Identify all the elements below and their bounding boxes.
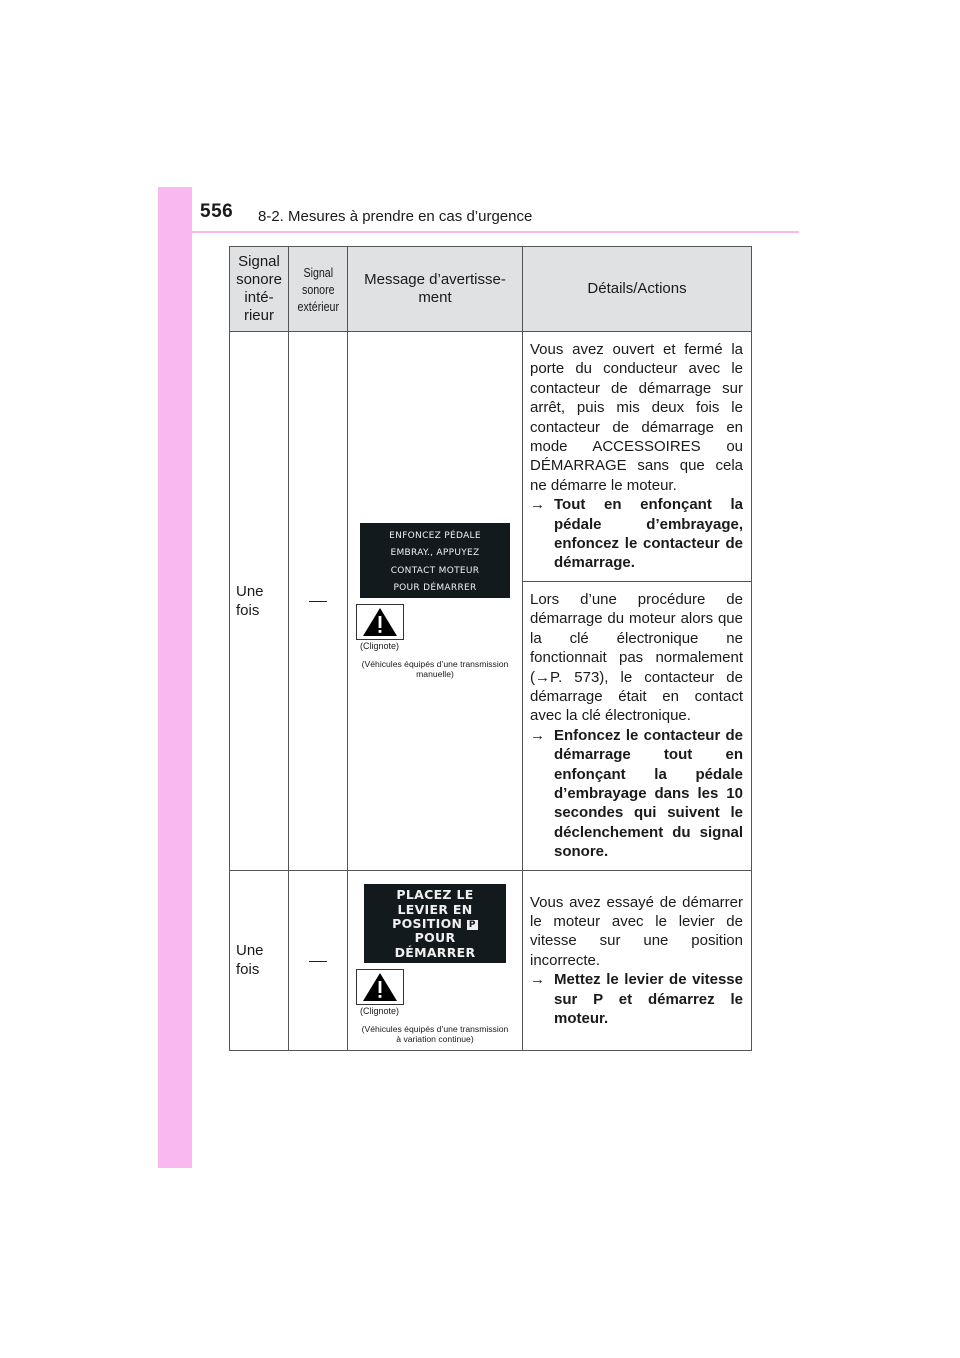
- exterior-signal-cell: [289, 332, 348, 871]
- p-position-icon: P: [468, 920, 476, 931]
- warning-table: [229, 246, 752, 1051]
- table-header-row: [230, 247, 752, 332]
- page-number: 556: [200, 201, 234, 222]
- interior-signal-cell: Une fois: [230, 332, 289, 871]
- header-details-actions: Détails/Actions: [523, 247, 752, 332]
- vehicle-note: (Véhicules équipés d’une transmission à variation continue): [361, 1024, 509, 1045]
- details-cell: [523, 332, 752, 582]
- multi-info-display: PLACEZ LE LEVIER EN POSITION P POUR DÉMARRER: [364, 884, 506, 963]
- blink-label: (Clignote): [360, 1006, 400, 1017]
- situation-text: Lors d’une procédure de démarrage du moteur alors que la clé électronique ne fonctionnait pas normalement (→P. 573), le contacteur de démarrage était en contact avec la clé électronique.: [530, 590, 743, 725]
- warning-message-cell: [348, 332, 523, 871]
- header-warning-message: Message d’avertisse- ment: [348, 247, 523, 332]
- table-row: [230, 870, 752, 1051]
- exterior-signal-cell: [289, 870, 348, 1051]
- details-cell: [523, 870, 752, 1051]
- chapter-side-tab: [158, 187, 192, 1168]
- blink-label: (Clignote): [360, 640, 400, 651]
- warning-icon: [356, 969, 404, 1005]
- action-text: → Enfoncez le contacteur de démarrage tout en enfonçant la pédale d’embrayage dans les 10 secondes qui suivent le déclenchement du signal sonore.: [530, 726, 743, 861]
- details-cell: [523, 581, 752, 870]
- situation-text: Vous avez essayé de démarrer le moteur avec le levier de vitesse sur une position incorrecte.: [530, 893, 743, 969]
- arrow-icon: →: [530, 971, 545, 989]
- section-title: 8-2. Mesures à prendre en cas d’urgence: [258, 208, 533, 225]
- arrow-icon: →: [530, 726, 545, 744]
- situation-text: Vous avez ouvert et fermé la porte du conducteur avec le contacteur de démarrage sur arrêt, puis mis deux fois le contacteur de démarrage en mode ACCESSOIRES ou DÉMARRAGE sans que cela ne démarre le moteur.: [530, 341, 743, 494]
- table-row: [230, 332, 752, 582]
- multi-info-display: ENFONCEZ PÉDALE EMBRAY., APPUYEZ CONTACT MOTEUR POUR DÉMARRER: [360, 523, 510, 598]
- warning-message-cell: [348, 870, 523, 1051]
- vehicle-note: (Véhicules équipés d’une transmission manuelle): [361, 658, 509, 679]
- interior-signal-cell: Une fois: [230, 870, 289, 1051]
- header-interior-signal: Signal sonore inté- rieur: [230, 247, 289, 332]
- header-rule: [192, 231, 799, 233]
- dash-none: [309, 601, 327, 602]
- action-text: → Tout en enfonçant la pédale d’embrayage, enfoncez le contacteur de démarrage.: [530, 496, 743, 572]
- arrow-icon: →: [530, 496, 545, 514]
- header-exterior-signal: Signal sonore extérieur: [289, 247, 348, 332]
- action-text: → Mettez le levier de vitesse sur P et démarrez le moteur.: [530, 971, 743, 1027]
- warning-icon: [356, 604, 404, 640]
- dash-none: [309, 961, 327, 962]
